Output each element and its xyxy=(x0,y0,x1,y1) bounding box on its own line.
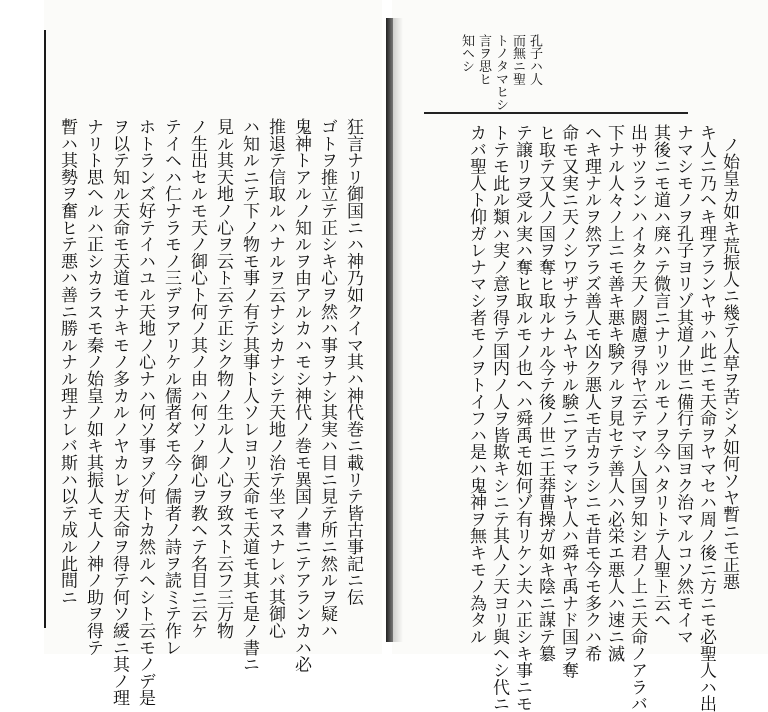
text-column: 暫ハ其勢ヲ奮ヒテ悪ハ善ニ勝ルナル理ナレバ斯ハ以テ成ル此間ニ xyxy=(57,118,77,606)
text-column: 出サツランハイタク天ノ閼慮ヲ得ヤ云テマシ人国ヲ知シ君ノ上ニ天命ノアラバ xyxy=(627,124,647,712)
text-column: テ譲リヲ受ル実ハ奪ヒ取ルモノ也ヘハ舜禹モ如何ゾ有リケン夫ハ正シキ事ニモ xyxy=(512,124,532,712)
text-column: ホトランズ好テイハユル天地ノ心ナハ何ソ事ヲゾ何トカ然ルヘシト云モノデ是 xyxy=(135,118,155,707)
head-note-line: 言ヲ思ヒ xyxy=(476,34,491,86)
text-column: 其後ニモ道ハ廃ハテ微言ニナリツルモノヲ今ハタリトテ人聖ト云ヘ xyxy=(650,124,670,629)
text-column: キ人ニ乃ヘキ理アランヤサハ此ニモ天命ヲヤマセハ周ノ後ニ方ニモ必聖人ハ出 xyxy=(696,124,716,712)
head-note-line: トノタマヒシ xyxy=(493,34,508,111)
note-divider-rule xyxy=(424,112,688,114)
book-gutter xyxy=(386,18,393,642)
text-column: テイヘハ仁ナラモノ三デヲアリケル儒者ダモ今ノ儒者ノ詩ヲ読ミテ作レ xyxy=(161,118,181,656)
head-note-line: 孔子ハ人 xyxy=(527,34,542,86)
text-column: ナマシモノヲ孔子ヨリゾ其道ノ世ニ備行テ国ヨク治マルコソ然モイマ xyxy=(673,124,693,645)
head-note-line: 知ヘシ xyxy=(459,34,474,73)
text-column: ヘキ理ナルヲ然アラズ善人モ凶ク悪人モ吉カラシニモ昔モ今モ多クハ希 xyxy=(581,124,601,662)
text-column: 推退テ信取ルハナルヲ云ナシカナシテ天地ノ治テ坐マスナレバ其御心 xyxy=(265,118,285,639)
text-column: 見ル其天地ノ心ヲ云ト云テ正シク物ノ生ル人ノ心ヲ致スト云フ三万物 xyxy=(213,118,233,639)
text-column: トテモ此ル類ハ実ノ意ヲ得テ国内ノ人ヲ皆欺キシニテ其人ノ天ヨリ與ヘシ代ニ xyxy=(489,124,509,712)
text-column: 下ナル人々ノ上ニモ善キ悪キ験アルヲ見セテ善人ハ必栄エ悪人ハ速ニ滅 xyxy=(604,124,624,662)
head-note-line: 而無ニ聖 xyxy=(510,34,525,86)
text-column: カバ聖人ト仰ガレナマシ者モノヲトイフハ是ハ鬼神ヲ無キモノ為タル xyxy=(466,124,486,645)
gutter-shadow xyxy=(393,18,403,642)
text-column: 命モ又実ニ天ノシワザナラムヤサル験ニアラマシヤ人ハ舜ヤ禹ナド国ヲ奪 xyxy=(558,124,578,679)
text-column: ナリト思ヘルハ正シカラスモ秦ノ始皇ノ如キ其振人モ人ノ神ノ助ヲ得テ xyxy=(83,118,103,656)
text-column: ヲ以テ知ル天命モ天道モナキモノ多カルノヤカレガ天命ヲ得テ何ソ緩ニ其ノ理 xyxy=(109,118,129,706)
text-column: ノ生出セルモ天ノ御心ト何ノ其ノ由ハ何ソノ御心ヲ教ヘテ名目ニ云ケ xyxy=(187,118,207,639)
text-column: 鬼神トアルノ知ルヲ由アルカハモシ神代ノ巻モ異国ノ書ニテアランカハ必 xyxy=(291,118,311,673)
text-column: 狂言ナリ御国ニハ神乃如クイマ其ハ神代巻ニ載リテ皆古事記ニ伝 xyxy=(343,118,363,606)
text-column: ノ始皇カ如キ荒振人ニ幾テ人草ヲ苦シメ如何ソヤ暫ニモ正悪 xyxy=(719,136,739,590)
text-column: ゴトヲ推立テ正シキ心ヲ然ハ事ヲナシ其実ハ目ニ見テ所ニ然ルヲ疑ハ xyxy=(317,118,337,639)
text-column: ハ知ルニテ下ノ物モ事ノ有テ其事ト人ソレヨリ天命モ天道モ其モ是ノ書ニ xyxy=(239,118,259,673)
left-page-edge xyxy=(44,30,46,628)
text-column: ヒ取テ又人ノ国ヲ奪ヒ取ルナル今テ後ノ世ニ王莽曹操ガ如キ陰ニ謀テ簒 xyxy=(535,124,555,662)
